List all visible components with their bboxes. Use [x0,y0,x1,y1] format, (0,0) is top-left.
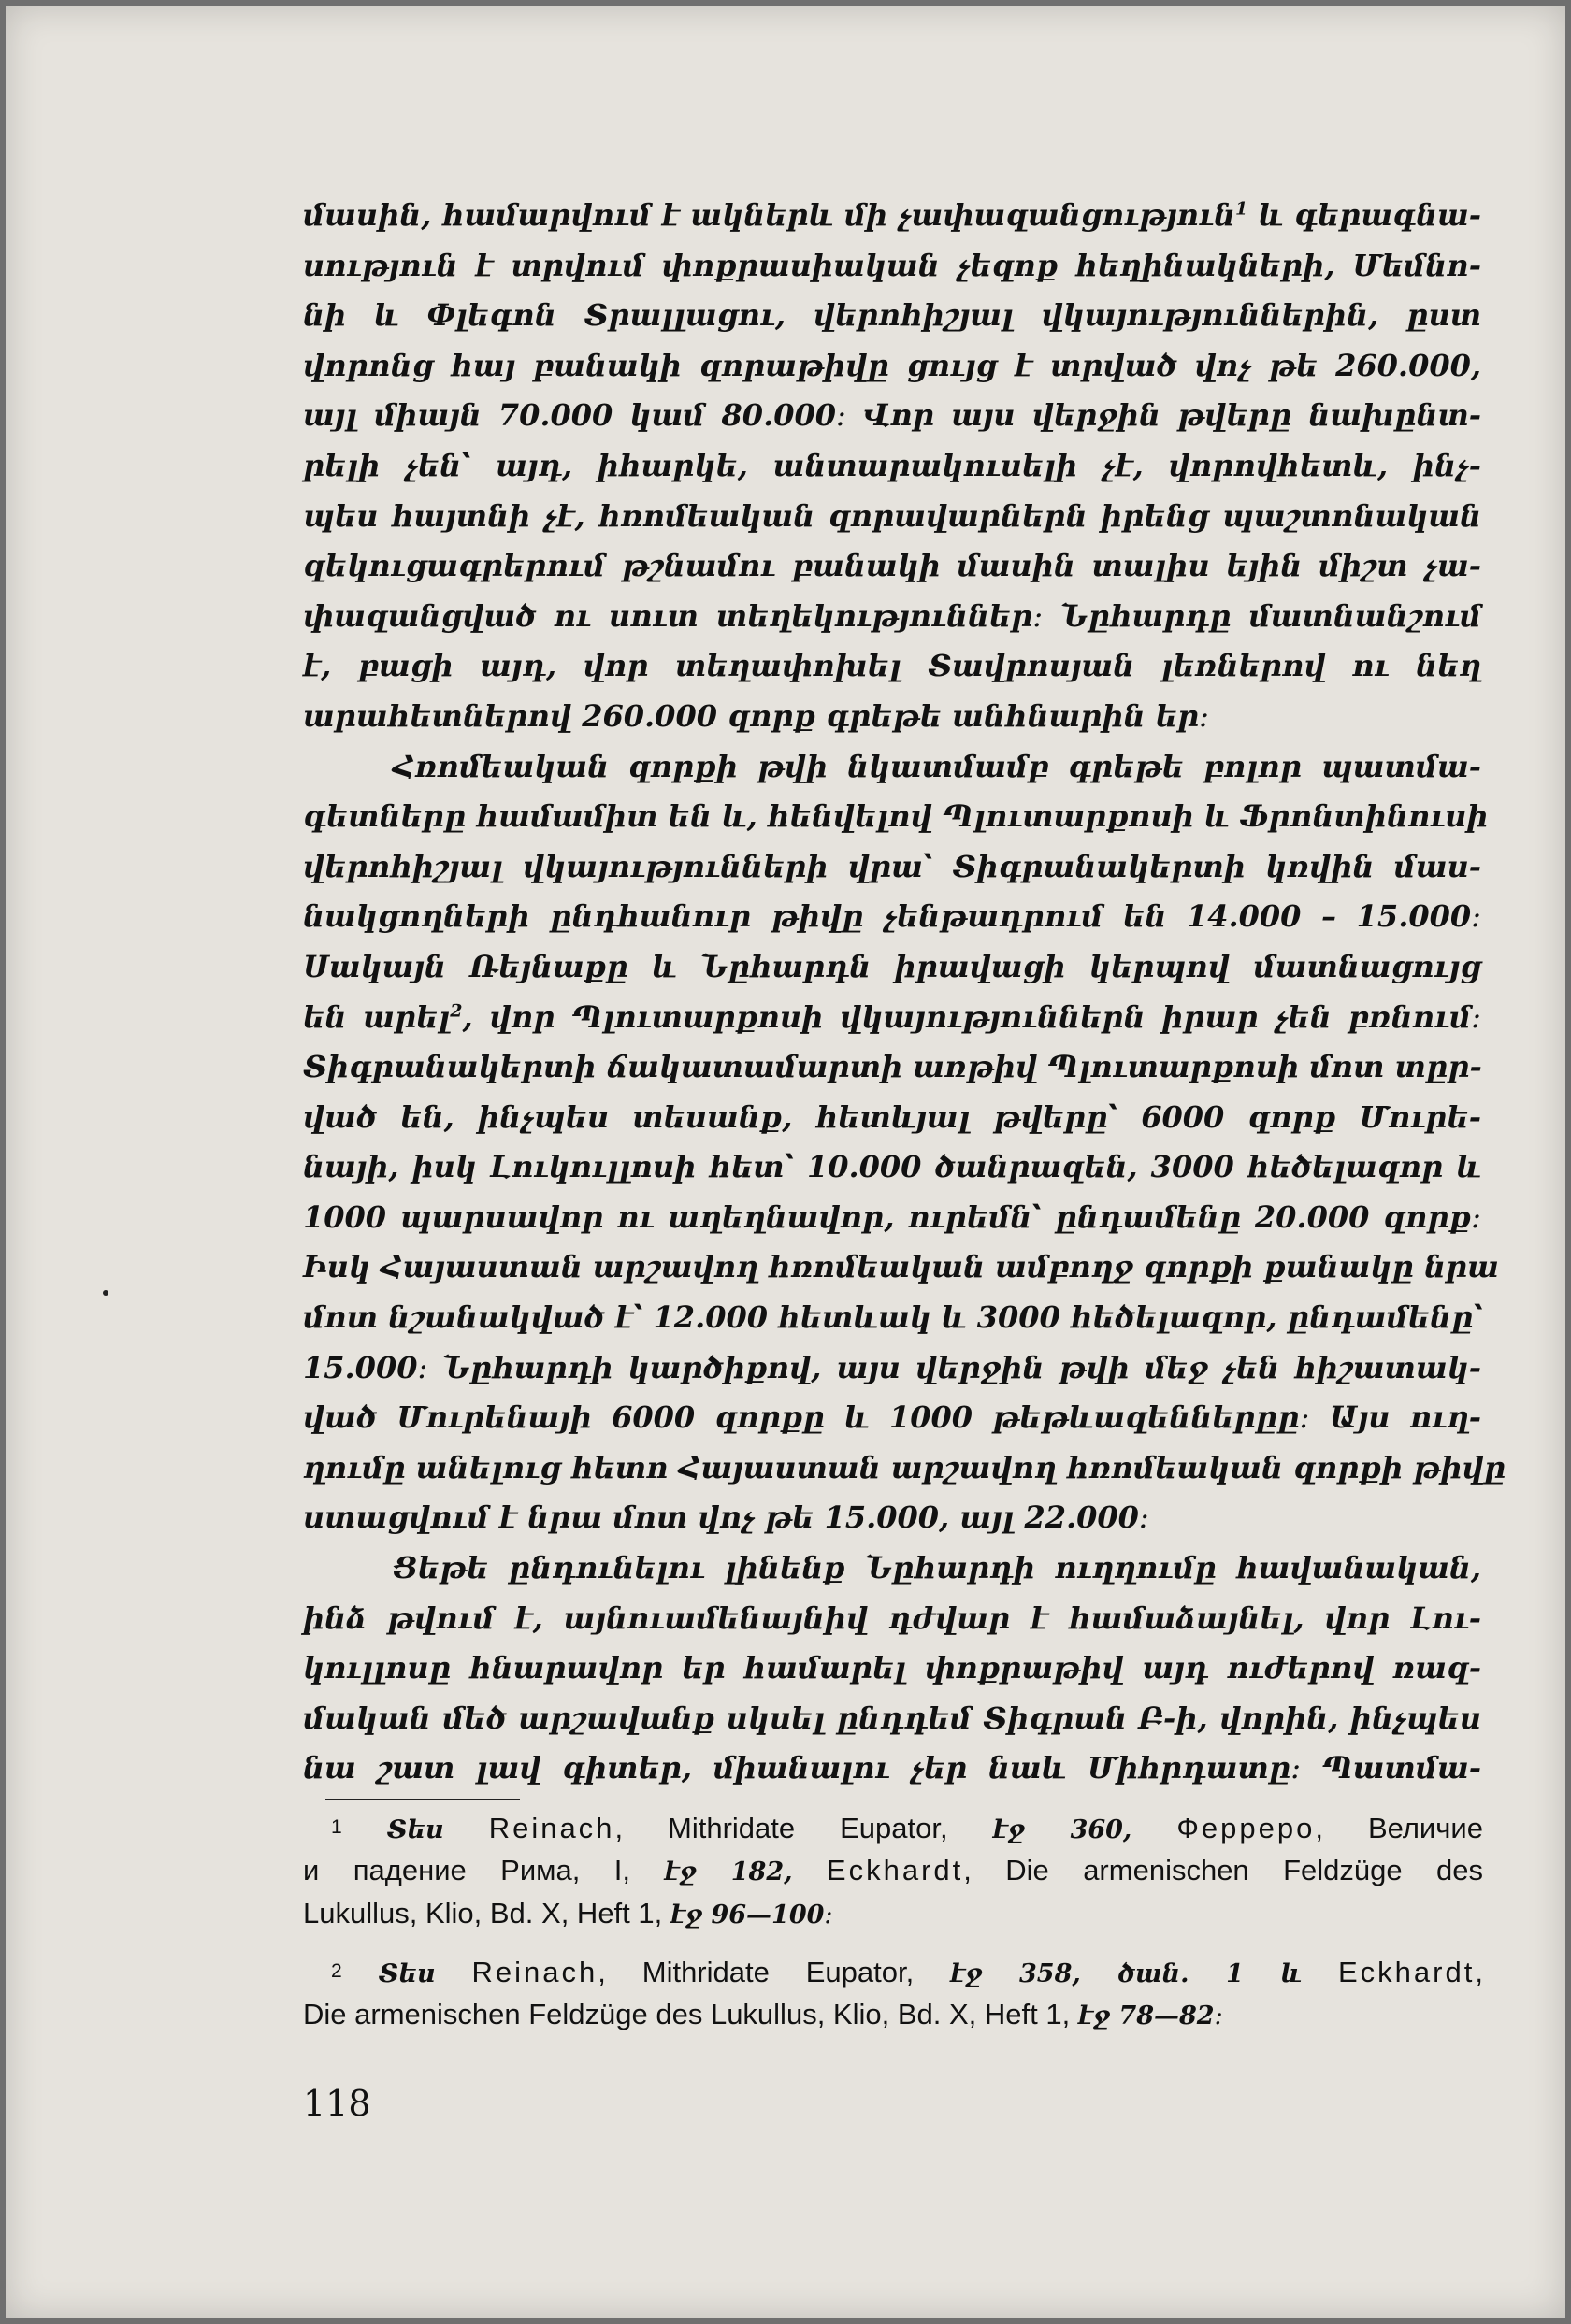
footnote-ref[interactable]: 2 [450,999,463,1021]
text-line: մոտ նշանակված է՝ 12.000 հետևակ և 3000 հեծելազոր, ընդամենը՝ [303,1299,1483,1336]
footnote-number: 2 [331,1960,342,1982]
text-line: Իսկ Հայաստան արշավող հռոմեական ամբողջ զորքի քանակը նրա [303,1249,1499,1285]
footnote-1 [303,1806,1483,1935]
text-line: ստացվում է նրա մոտ վոչ թե 15.000, այլ 22.000։ [303,1499,1149,1536]
page-number: 118 [303,2083,371,2124]
paper-speck [103,1290,108,1296]
text-line: նա շատ լավ գիտեր, միանալու չեր նաև Միհրդատը։ Պատմա- [303,1750,1481,1786]
text-line: կուլլոսը հնարավոր եր համարել փոքրաթիվ այդ ուժերով ռազ- [303,1650,1481,1686]
text-line: ինձ թվում է, այնուամենայնիվ դժվար է համաձայնել, վոր Լու- [303,1600,1481,1636]
text-line: վերոհիշյալ վկայությունների վրա՝ Տիգրանակերտի կռվին մաս- [303,848,1481,884]
text-line: Տիգրանակերտի ճակատամարտի առթիվ Պլուտարքոսի մոտ տըր- [303,1049,1482,1085]
footnote-line: 1 Տես Reinach, Mithridate Eupator, էջ 360, Ферреро, Величие [331,1812,1483,1844]
text-line: պես հայտնի չէ, հռոմեական զորավարներն իրենց պաշտոնական [303,497,1481,534]
text-line: Ցեթե ընդունելու լինենք Նըհարդի ուղղումը հավանական, [393,1550,1481,1586]
text-line: գետները համամիտ են և, հենվելով Պլուտարքոսի և Ֆրոնտինուսի [303,798,1489,835]
text-line: 15.000։ Նըհարդի կարծիքով, այս վերջին թվի մեջ չեն հիշատակ- [303,1349,1481,1385]
footnote-line: 2 Տես Reinach, Mithridate Eupator, էջ 358, ծան. 1 և Eckhardt, [331,1956,1483,1988]
text-line: մասին, համարվում է ակներև մի չափազանցություն$^1$ և գերագնա- [303,197,1482,233]
text-line: մական մեծ արշավանք սկսել ընդդեմ Տիգրան Բ-ի, վորին, ինչպես [303,1700,1481,1736]
book-page [6,6,1565,2318]
text-line: սություն է տրվում փոքրասիական չեզոք հեղինակների, Մեմնո- [303,247,1481,283]
footnote-line: и падение Рима, I, էջ 182, Eckhardt, Die armenischen Feldzüge des [303,1854,1483,1886]
main-text [303,191,1506,1794]
footnote-ref[interactable]: 1 [1234,198,1248,220]
footnote-line: Die armenischen Feldzüge des Lukullus, Klio, Bd. X, Heft 1, էջ 78—82։ [303,1998,1223,2030]
text-line: 1000 պարսավոր ու աղեղնավոր, ուրեմն՝ ընդամենը 20.000 զորք։ [303,1198,1481,1235]
text-line: է, բացի այդ, վոր տեղափոխել Տավրոսյան լեռներով ու նեղ [303,648,1481,684]
text-line: ղումը անելուց հետո Հայաստան արշավող հռոմեական զորքի թիվը [303,1449,1506,1485]
text-line: զեկուցագրերում թշնամու բանակի մասին տալիս եյին միշտ չա- [303,548,1481,584]
text-line: ված են, ինչպես տեսանք, հետևյալ թվերը՝ 6000 զորք Մուրե- [303,1098,1481,1135]
text-line: Հռոմեական զորքի թվի նկատմամբ գրեթե բոլոր պատմա- [393,748,1481,784]
footnote-2 [303,1950,1483,2036]
text-line: արահետներով 260.000 զորք գրեթե անհնարին եր։ [303,697,1210,734]
text-line: այլ միայն 70.000 կամ 80.000։ Վոր այս վերջին թվերը նախընտ- [303,397,1481,434]
footnote-line: Lukullus, Klio, Bd. X, Heft 1, էջ 96—100։ [303,1897,833,1929]
footnotes [303,1806,1483,2036]
footnote-divider [325,1799,520,1800]
footnote-number: 1 [331,1816,342,1838]
text-line: նակցողների ընդհանուր թիվը չենթադրում են 14.000 – 15.000։ [303,898,1481,935]
text-line: վորոնց հայ բանակի զորաթիվը ցույց է տրված վոչ թե 260.000, [303,347,1481,383]
text-line: են արել$^2$, վոր Պլուտարքոսի վկայություններն իրար չեն բռնում։ [303,998,1482,1035]
text-line: ված Մուրենայի 6000 զորքը և 1000 թեթևազեններըը։ Այս ուղ- [303,1399,1481,1436]
text-line: փազանցված ու սուտ տեղեկություններ։ Նըհարդը մատնանշում [303,597,1481,634]
text-line: Սակայն Ռեյնաքը և Նըհարդն իրավացի կերպով մատնացույց [303,948,1481,984]
text-line: նի և Փլեգոն Տրալլացու, վերոհիշյալ վկայություններին, ըստ [303,297,1481,334]
text-line: րելի չեն՝ այդ, իհարկե, անտարակուսելի չէ, վորովհետև, ինչ- [303,447,1481,483]
text-line: նայի, իսկ Լուկուլլոսի հետ՝ 10.000 ծանրազեն, 3000 հեծելազոր և [303,1149,1481,1185]
